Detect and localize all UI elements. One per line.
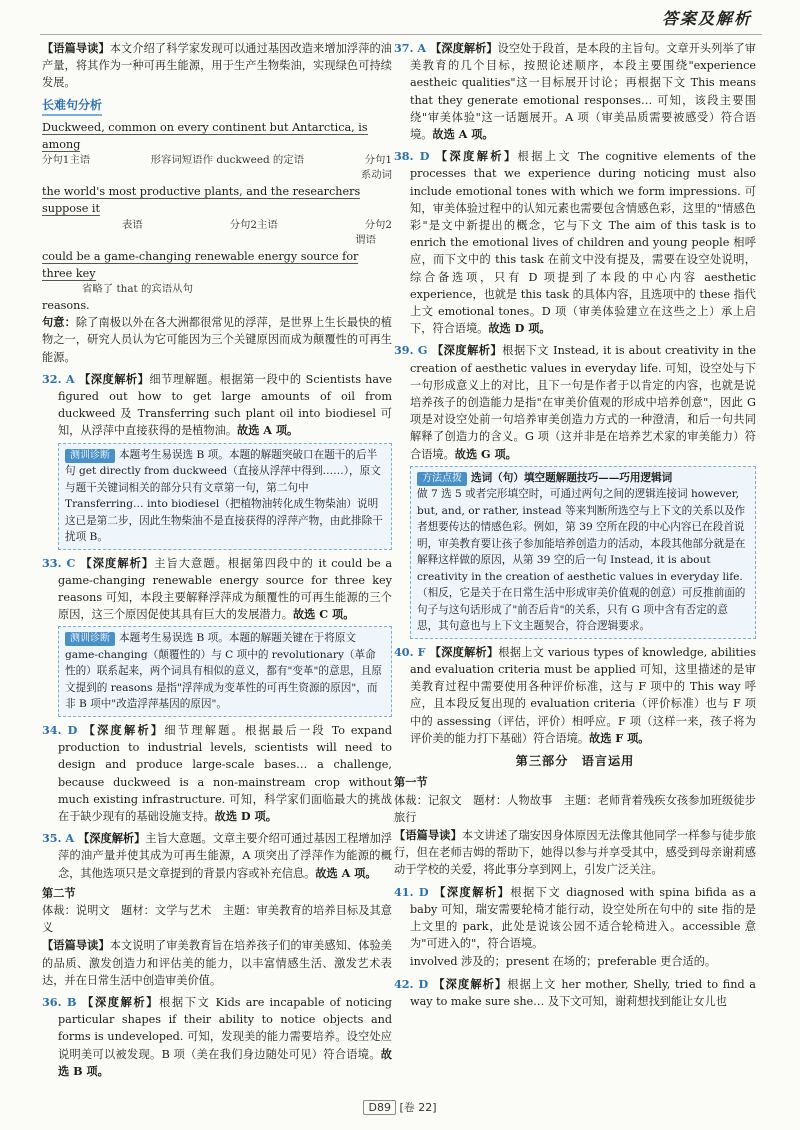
sentence-line-3: could be a game-changing renewable energy source for three key bbox=[42, 249, 359, 280]
sentence-line-2: the world's most productive plants, and the researchers suppose it bbox=[42, 185, 361, 216]
part-3-title: 第三部分 语言运用 bbox=[515, 754, 635, 769]
sentence-annotation-1d: 系动词 bbox=[360, 169, 392, 182]
intro-paragraph: 【语篇导读】本文介绍了科学家发现可以通过基因改造来增加浮萍的油产量，将其作为一种可再生能源，用于生产生物柴油，实现绿色可持续发展。 bbox=[42, 41, 392, 90]
section-1-meta: 体裁：记叙文 题材：人物故事 主题：老师背着残疾女孩参加班级徒步旅行 bbox=[394, 793, 756, 824]
sentence-line-4: reasons. bbox=[42, 299, 90, 313]
note-box-39: 方法点拨 选词（句）填空题解题技巧——巧用逻辑词 做 7 选 5 或者完形填空时，可通过两句之间的逻辑连接词 however, but, and, or rather, instead 等来判断所选空与上下文的关系以及作者想要传达的情感色彩。例如，第 39 空所在段的中心内容已在段首说明，审美教育要让孩子参加能培养创造力的活动，本段其他部分就是在解释这样做的原因，从第 39 空的后一句 Instead, it is about creativity in the creation of aesthetic values in everyday life.（相反，它是关于在日常生活中形成审美价值观的创意）可反推前面的句子与这句话形成了"前否后肯"的关系，只有 G 项中含有否定的意思，其句意也与上下文主题契合，符合逻辑要求。 bbox=[410, 466, 756, 639]
intro-2-paragraph: 【语篇导读】本文说明了审美教育旨在培养孩子们的审美感知、体验美的品质、激发创造力和评估美的能力，以丰富情感生活、激发艺术表达，并在日常生活中创造审美价值。 bbox=[42, 938, 392, 987]
section-2-meta: 体裁：说明文 题材：文学与艺术 主题：审美教育的培养目标及其意义 bbox=[42, 904, 392, 935]
volume-number: [卷 22] bbox=[399, 1100, 437, 1114]
page-header-title: 答案及解析 bbox=[661, 9, 752, 28]
long-sentence-analysis bbox=[42, 93, 392, 366]
answer-40: 40. F 【深度解析】根据上文 various types of knowledge, abilities and evaluation criteria must be applied 可知，这里描述的是审美教育过程中需要使用各种评价标准，这与 F 项中的 This way 呼应，且本段反复出现的 evaluation criteria（评价标准）也与 F 项中的 assessing（评估，评价）相呼应。F 项（这样一来，孩子将为评价美的能力打下基础）符合语境。故选 F 项。 bbox=[394, 644, 756, 745]
section-1-title: 第一节 bbox=[394, 775, 428, 790]
long-sentence-label: 长难句分析 bbox=[42, 97, 102, 116]
note-box-33: 测训诊断 本题考生易误选 B 项。本题的解题关键在于将原文 game-changing（颠覆性的）与 C 项中的 revolutionary（革命性的）联系起来，两个词具有相似的意义，都有"变革"的意思，且原文提到的 reasons 是指"浮萍成为变革性的可再生资源的原因"，而非 B 项中"改造浮萍基因的原因"。 bbox=[58, 626, 392, 717]
answer-37: 37. A 【深度解析】设空处于段首，是本段的主旨句。文章开头列举了审美教育的几个目标，按照论述顺序，本段主要围绕"experience aestheic qualities"这一目标展开讨论；再根据下文 This means that they generate emotional responses… 可知，该段主要围绕"审美体验"这一话题展开。A 项（审美品质需要被感受）符合语境。故选 A 项。 bbox=[394, 41, 756, 142]
section-2-title: 第二节 bbox=[42, 885, 76, 900]
sentence-annotation-3: 省略了 that 的宾语从句 bbox=[82, 283, 193, 296]
header-divider bbox=[40, 34, 762, 35]
answer-42: 42. D 【深度解析】根据上文 her mother, Shelly, tried to find a way to make sure she… 及下文可知，谢莉想找到能让女儿也 bbox=[394, 976, 756, 1008]
answer-35: 35. A 【深度解析】主旨大意题。文章主要介绍可通过基因工程增加浮萍的油产量并使其成为可再生能源，A 项突出了浮萍作为能源的概念，其他选项只是文章提到的背景内容或补充信息。故选 A 项。 bbox=[42, 831, 392, 880]
left-column bbox=[42, 40, 392, 1081]
answer-38: 38. D 【深度解析】根据上文 The cognitive elements of the processes that we experience during noticing must also include emotional tones with which we form impressions. 可知，审美体验过程中的认知元素也需要包含情感色彩，这里的"情感色彩"是文中新提出的概念，它与下文 The aim of this task is to enrich the emotional lives of children and young people 相呼应，而下文中的 this task 在前文中没有提及，需要在设空处说明，综合备选项，只有 D 项提到了本段的中心内容 aesthetic experience，也就是 this task 的具体内容，且选项中的 these 指代上文 emotional tones。D 项（审美体验建立在这些之上）承上启下，符合语境。故选 D 项。 bbox=[394, 149, 757, 336]
answer-39: 39. G 【深度解析】根据下文 Instead, it is about creativity in the creation of aesthetic values in everyday life. 可知，设空处与下一句形成意义上的对比，且下一句是作者于以肯定的内容，也就是说培养孩子的创造能力是指"在审美价值观的形成中培养创意"，因此 G 项是对设空处前一句培养审美创造力方式的一种澄清，和后一句共同解释了创造力的含义。G 项（这并非是在培养艺术家的审美能力）符合语境。故选 G 项。 方法点拨 选词（句）填空题解题技巧——巧用逻辑词 做 7 选 5 或者完形填空时，可通过两句之间的逻辑连接词 however, but, and, or rather, instead 等来判断所选空与上下文的关系以及作者想要传达的情感色彩。例如，第 39 空所在段的中心内容已在段首说明，审美教育要让孩子参加能培养创造力的活动，本段其他部分就是在解释这样做的原因，从第 39 空的后一句 Instead, it is about creativity in the creation of aesthetic values in everyday life.（相反，它是关于在日常生活中形成审美价值观的创意）可反推前面的句子与这句话形成了"前否后肯"的关系，只有 G 项中含有否定的意思，其句意也与上下文主题契合，符合逻辑要求。 bbox=[394, 342, 756, 638]
answer-32: 32. A 【深度解析】细节理解题。根据第一段中的 Scientists have figured out how to get large amounts of oil from duckweed 及 Transferring such plant oil into biodiesel 可知，从浮萍中直接获得的是植物油。故选 A 项。 测训诊断 本题考生易误选 B 项。本题的解题突破口在题干的后半句 get directly from duckweed（直接从浮萍中得到……），原文与题干关键词相关的部分只有文章第一句，第二句中 Transferring… into biodiesel（把植物油转化成生物柴油）说明这已是第二步，因此生物柴油不是直接获得的浮萍产物，由此排除干扰项 B。 bbox=[42, 371, 392, 550]
right-column bbox=[394, 40, 756, 1011]
intro-3-paragraph: 【语篇导读】本文讲述了瑞安因身体原因无法像其他同学一样参与徒步旅行，但在老师吉姆的帮助下，她得以参与并享受其中，感受到母亲谢莉感动于学校的关爱，将此事分享到网上，引发广泛关注。 bbox=[394, 827, 756, 877]
page-number: D89 bbox=[363, 1100, 395, 1115]
sentence-meaning: 句意：除了南极以外在各大洲都很常见的浮萍，是世界上生长最快的植物之一，研究人员认为它可能因为三个关键原因而成为颠覆性的可再生能源。 bbox=[42, 315, 392, 364]
sentence-line-1: Duckweed, common on every continent but Antarctica, is among bbox=[42, 120, 368, 152]
note-box-32: 测训诊断 本题考生易误选 B 项。本题的解题突破口在题干的后半句 get directly from duckweed（直接从浮萍中得到……），原文与题干关键词相关的部分只有文章第一句，第二句中 Transferring… into biodiesel（把植物油转化成生物柴油）说明这已是第二步，因此生物柴油不是直接获得的浮萍产物，由此排除干扰项 B。 bbox=[58, 443, 392, 550]
sentence-annotations-1: 分句1主语 形容词短语作 duckweed 的定语 分句1 bbox=[42, 154, 392, 167]
answer-33: 33. C 【深度解析】主旨大意题。根据第四段中的 it could be a game-changing renewable energy source for three key reasons 可知，本段主要解释浮萍成为颠覆性的可再生能源的三个原因，这三个原因促使其具有巨大的发展潜力。故选 C 项。 测训诊断 本题考生易误选 B 项。本题的解题关键在于将原文 game-changing（颠覆性的）与 C 项中的 revolutionary（革命性的）联系起来，两个词具有相似的意义，都有"变革"的意思，且原文提到的 reasons 是指"浮萍成为变革性的可再生资源的原因"，而非 B 项中"改造浮萍基因的原因"。 bbox=[42, 555, 392, 717]
answer-34: 34. D 【深度解析】细节理解题。根据最后一段 To expand production to industrial levels, scientists will need to design and produce large-scale bases… a challenge, because duckweed is a non-mainstream crop without much existing infrastructure. 可知，科学家们面临最大的挑战在于缺少现有的基础设施支持。故选 D 项。 bbox=[42, 722, 392, 823]
answer-36: 36. B 【深度解析】根据下文 Kids are incapable of noticing particular shapes if their ability to notice objects and forms is undeveloped. 可知，发现美的能力需要培养。设空处应说明美可以被发现。B 项（美在我们身边随处可见）符合语境。故选 B 项。 bbox=[42, 995, 392, 1078]
sentence-annotation-2d: 谓语 bbox=[355, 233, 376, 246]
sentence-annotations-2: 表语 分句2主语 分句2 bbox=[122, 218, 392, 231]
page-footer bbox=[0, 1099, 800, 1116]
answer-41: 41. D 【深度解析】根据下文 diagnosed with spina bifida as a baby 可知，瑞安需要轮椅才能行动，设空处所在句中的 site 指的是上文里的 park，此处是说该公园不适合轮椅进入。accessible 意为"可进入的"，符合语境。 involved 涉及的；present 在场的；preferable 更合适的。 bbox=[394, 884, 756, 969]
